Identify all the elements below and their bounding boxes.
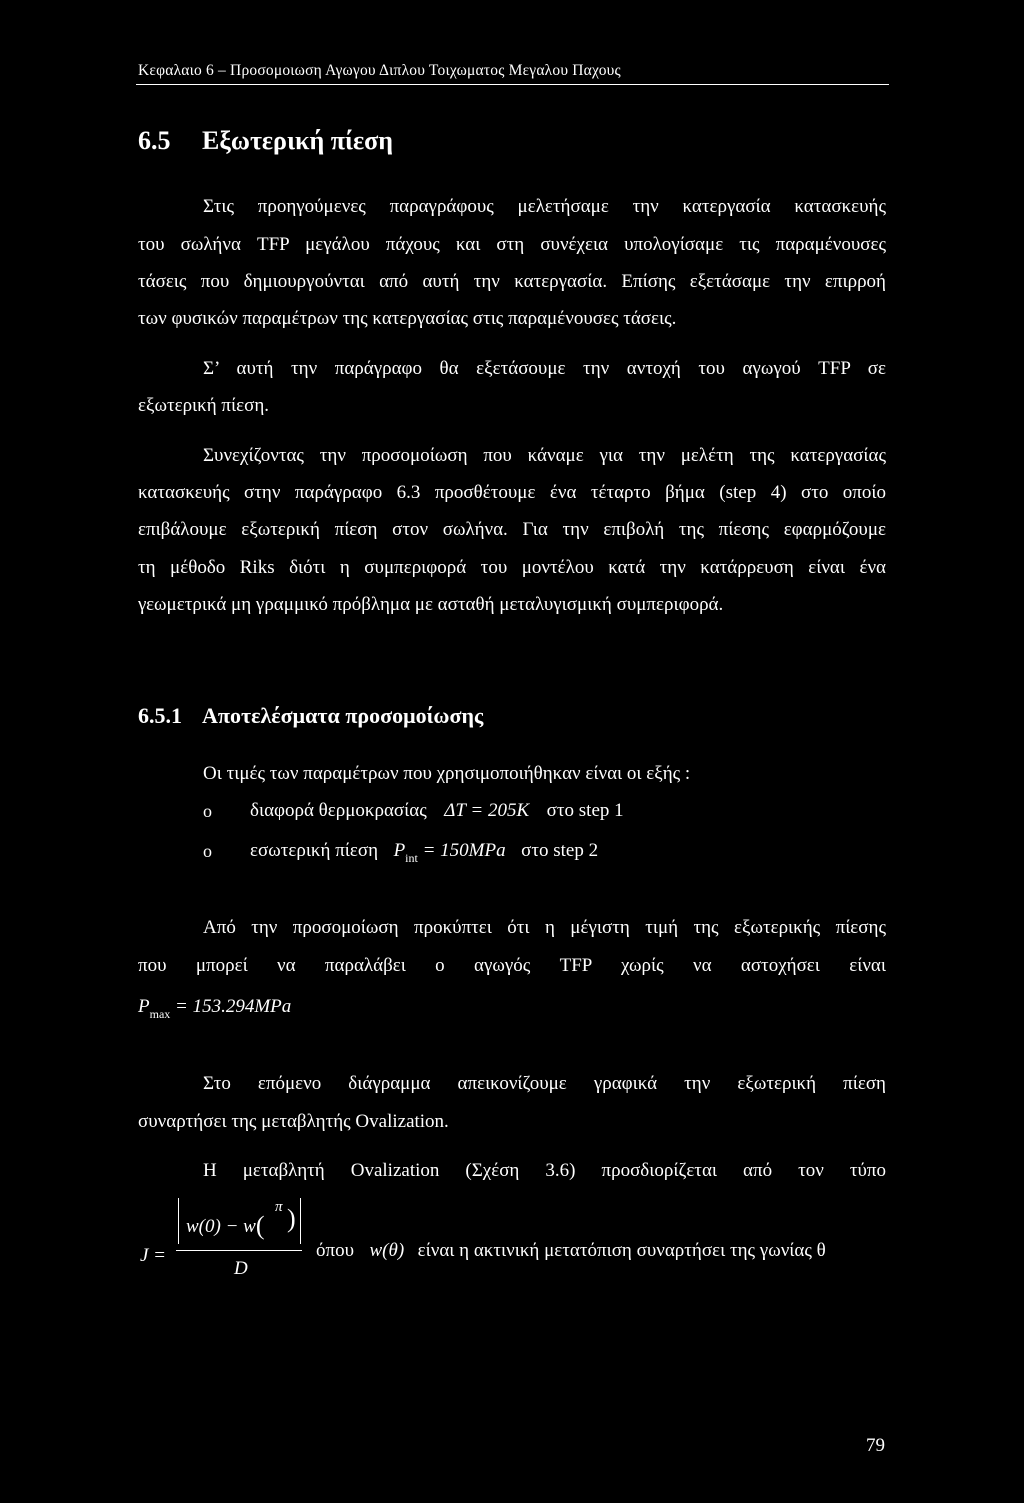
para5-line2: συναρτήσει της μεταβλητής Ovalization. (138, 1111, 449, 1132)
bullet-2-value: = 150MPa (422, 840, 506, 861)
formula-where: όπου (316, 1240, 354, 1261)
para6-line1: Η μεταβλητή Ovalization (Σχέση 3.6) προσδιορίζεται από τον τύπο (203, 1160, 886, 1181)
para1-line1: Στις προηγούμενες παραγράφους μελετήσαμε την κατεργασία κατασκευής (203, 196, 886, 217)
para2-line1: Σ’ αυτή την παράγραφο θα εξετάσουμε την αντοχή του αγωγού TFP σε (203, 358, 886, 379)
formula-numerator-w0: w(0) − w (186, 1216, 256, 1237)
running-header: Κεφαλαιο 6 – Προσομοιωση Αγωγου Διπλου Τοιχωματος Μεγαλου Παχους (138, 62, 621, 79)
bullet-2-subscript: int (405, 851, 418, 865)
para5-line1: Στο επόμενο διάγραμμα απεικονίζουμε γραφικά την εξωτερική πίεση (203, 1073, 886, 1094)
pmax-symbol: P (138, 996, 150, 1017)
section-title: Εξωτερική πίεση (202, 126, 394, 155)
formula-lhs-text: J = (140, 1245, 167, 1266)
bullet-1-formula: ΔT = 205K (444, 800, 530, 821)
formula-explanation (316, 1240, 826, 1262)
formula-paren-close: ) (287, 1204, 296, 1233)
pmax (138, 996, 291, 1019)
para4-line2: που μπορεί να παραλάβει ο αγωγός TFP χωρίς να αστοχήσει είναι (138, 955, 886, 976)
bullet-2-symbol: P (393, 840, 406, 861)
para1-line4: των φυσικών παραμέτρων της κατεργασίας στις παραμένουσες τάσεις. (138, 308, 677, 329)
formula-w-theta: w(θ) (369, 1240, 405, 1261)
bullet-1-text: διαφορά θερμοκρασίας (250, 800, 427, 821)
subsection-heading (138, 703, 483, 729)
para1-line3: τάσεις που δημιουργούνται από αυτή την κατεργασία. Επίσης εξετάσαμε την επιρροή (138, 271, 886, 292)
section-heading (138, 126, 393, 156)
pmax-value: = 153.294MPa (175, 996, 292, 1017)
page-number: 79 (866, 1435, 885, 1456)
formula-pi: π (275, 1199, 283, 1215)
para2-line2: εξωτερική πίεση. (138, 395, 270, 416)
header-rule (136, 84, 889, 85)
pmax-subscript: max (149, 1007, 171, 1021)
bullet-1 (250, 800, 624, 822)
para1-line2: του σωλήνα TFP μεγάλου πάχους και στη συνέχεια υπολογίσαμε τις παραμένουσες (138, 234, 886, 255)
section-number: 6.5 (138, 126, 171, 155)
params-intro: Οι τιμές των παραμέτρων που χρησιμοποιήθηκαν είναι οι εξής : (203, 763, 691, 784)
para3-line5: γεωμετρικά μη γραμμικό πρόβλημα με ασταθή μεταλυγισμική συμπεριφορά. (138, 594, 724, 615)
para3-line4: τη μέθοδο Riks διότι η συμπεριφορά του μοντέλου κατά την κατάρρευση είναι ένα (138, 557, 886, 578)
formula-denominator (234, 1258, 248, 1280)
abs-bar-right (300, 1198, 301, 1244)
bullet-2 (250, 840, 598, 863)
bullet-2-mark: o (203, 841, 212, 861)
formula-numerator: w(0) − w( (186, 1211, 265, 1240)
bullet-1-tail: στο step 1 (546, 800, 624, 821)
bullet-2-text: εσωτερική πίεση (250, 840, 379, 861)
para3-line3: επιβάλουμε εξωτερική πίεση στον σωλήνα. Για την επιβολή της πίεσης εφαρμόζουμε (138, 519, 886, 540)
formula-lhs (140, 1245, 166, 1267)
para4-line1: Από την προσομοίωση προκύπτει ότι η μέγιστη τιμή της εξωτερικής πίεσης (203, 917, 886, 938)
abs-bar-left (178, 1198, 179, 1244)
subsection-number: 6.5.1 (138, 703, 182, 728)
formula-denominator-text: D (234, 1258, 248, 1279)
bullet-1-mark: o (203, 801, 212, 821)
subsection-title: Αποτελέσματα προσομοίωσης (202, 703, 484, 728)
para3-line2: κατασκευής στην παράγραφο 6.3 προσθέτουμε ένα τέταρτο βήμα (step 4) στο οποίο (138, 482, 886, 503)
bullet-2-tail: στο step 2 (521, 840, 599, 861)
fraction-bar (176, 1250, 302, 1251)
para3-line1: Συνεχίζοντας την προσομοίωση που κάναμε για την μελέτη της κατεργασίας (203, 445, 886, 466)
formula-explanation-text: είναι η ακτινική μετατόπιση συναρτήσει της γωνίας θ (417, 1240, 826, 1261)
